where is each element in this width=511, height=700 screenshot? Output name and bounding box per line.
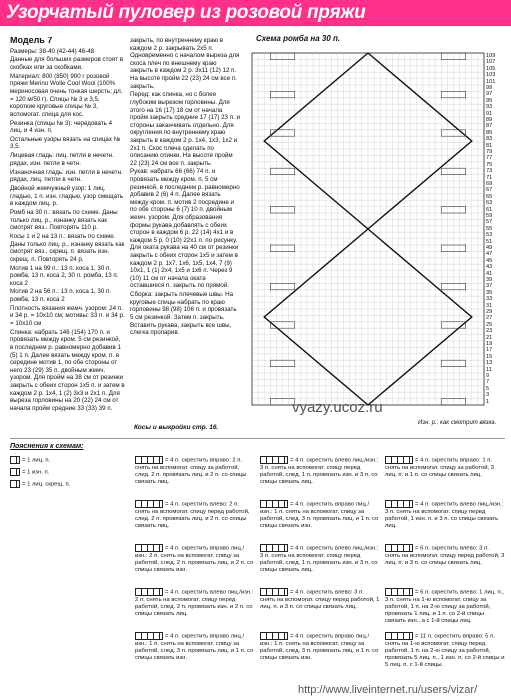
row-number: 101 [486, 78, 496, 85]
cables-text: Косы 1 и 2 на 13 п.: вязать по схеме. Даны только лиц. р., изнанку вязать как смотрят вяз., скрещ. п. вязать изн. скрещ. п. Повторять 24 р. [10, 232, 125, 263]
sleeve-text: Рукав: набрать 66 (66) 74 п. и провязать между кром. п. 5 см резинкой, в последнем р. равномерно добавив 2 (6) 4 п. Далее вязать между кром. п. мотив 2 посредине и по обе стороны 6 (7) 10 п. двойным жемч. узором. Для образования формы рукава добавлять с обеих сторон в каждом 6 р. 22 (14) 4х1 и в каждом 5 р. 0 (10) 22х1 п. по рисунку. Для оката рукава на 40 см от резинки закрыть с обеих сторон 1х5 и затем в каждом 2 р. 1х7, 1х6, 1х5, 1х4, 7 (9) 10х1, 1 (1) 2х4, 1х5 и 1х6 п. Через 9 (10) 11 см от начала оката оставшиеся п. закрыть по прямой. [130, 168, 240, 290]
legend-symbol-icon [260, 632, 288, 640]
legend-symbol-icon [385, 500, 413, 508]
legend-symbol-icon [135, 588, 163, 596]
legend-text: = 4 п. скрестить влево: 2 п. снять на вспомогат. спицу перед работой, след. 2 п. провязать лиц. и 2 п. со спицы связать лиц. [135, 501, 250, 530]
legend-text: = 11 п. скрестить вправо: 5 п. снять на 1-ю вспомогат. спицу перед работой, 1 п. на 2-ю спицу за работой, провязать 5 лиц. п., 1 изн. п. со 2-й спицы и 5 лиц. п. с 1-й спицы. [385, 633, 505, 669]
row-number: 97 [486, 91, 493, 98]
row-number: 91 [486, 110, 493, 117]
row-number: 35 [486, 289, 493, 296]
legend-item [135, 588, 255, 618]
stockinette-text: Лицевая гладь: лиц. петли в нечетн. рядах, изн. петли в четн. [10, 152, 114, 167]
legend-symbol-icon [10, 480, 20, 488]
legend-text: = 4 п. скрестить влево лиц./изн.: 2 п. снять на вспомогат. спицу перед работой, след. 2 п. провязать изн. и 2 п. со спицы связать лиц. [135, 589, 254, 618]
row-number: 53 [486, 232, 493, 239]
other-patterns-text: Остальные узоры вязать на спицах № 3,5. [10, 135, 121, 151]
row-number: 73 [486, 168, 493, 175]
row-number: 107 [486, 59, 496, 66]
row-number: 55 [486, 225, 493, 232]
row-number: 65 [486, 193, 493, 200]
legend-symbol-icon [385, 456, 413, 464]
divider [10, 438, 505, 439]
row-number: 61 [486, 206, 493, 213]
row-number: 57 [486, 219, 493, 226]
row-number: 45 [486, 257, 493, 264]
diamond-chart [248, 40, 488, 420]
legend-title: Пояснения к схемам: [10, 443, 84, 450]
legend-symbol-icon [135, 632, 163, 640]
row-number: 77 [486, 155, 493, 162]
legend-text: = 1 лиц. скрещ. п. [22, 481, 71, 488]
page-title: Узорчатый пуловер из розовой пряжи [6, 2, 366, 23]
legend-text: = 4 п. скрестить вправо: 1 п. снять на вспомогат. спицу за работой, 3 лиц. п. и 1 п. со спицы связать лиц. [385, 457, 495, 478]
ribbing-text: Резинка (спицы № 3): чередовать 4 лиц. и 4 изн. п. [10, 119, 113, 135]
row-number: 93 [486, 104, 493, 111]
legend-symbol-icon [135, 500, 163, 508]
legend-symbol-icon [260, 544, 288, 552]
row-number: 49 [486, 245, 493, 251]
row-number: 5 [486, 385, 490, 392]
assembly-text: Сборка: закрыть плечевые швы. На круговые спицы набрать по краю горловины 98 (98) 106 п. и провязать 5 см резинкой. Затем п. закрыть. Вставить рукава, закрыть все швы, слегка пропарив. [130, 291, 237, 337]
legend-symbol-icon [385, 588, 413, 596]
legend-text: = 4 п. скрестить вправо лиц./изн.: 1 п. снять на вспомогат. спицу за работой, след. 3 п. провязать лиц. и 1 п. со спицы связать изн. [260, 633, 379, 662]
row-number: 71 [486, 174, 493, 181]
legend-item [10, 480, 130, 489]
row-number: 95 [486, 97, 493, 104]
legend-symbol-icon [260, 500, 288, 508]
row-number: 21 [486, 334, 493, 341]
row-number: 81 [486, 142, 493, 149]
sizes-text: Размеры: 38-40 (42-44) 46-48 [10, 47, 95, 55]
legend-item [135, 632, 255, 662]
row-number: 37 [486, 283, 493, 290]
legend-text: = 4 п. скрестить вправо лиц./изн.: 1 п. снять на вспомогат. спицу за работой, след. 3 п. провязать лиц. и 1 п. со спицы связать изн. [260, 501, 379, 530]
row-number: 11 [486, 366, 492, 373]
row-number: 15 [486, 353, 493, 360]
legend-item [260, 544, 380, 574]
legend-text: = 4 п. скрестить вправо лиц./изн.: 1 п. снять на вспомогат. спицу за работой, след. 3 п. провязать лиц. и 1 п. со спицы связать изн. [135, 633, 254, 662]
row-number: 41 [486, 270, 493, 277]
legend-symbol-icon [135, 544, 163, 552]
back-text: Спинка: набрать 146 (154) 170 п. и провязать между кром. 5 см резинкой, в последнем р. равномерно добавив 1 (5) 1 п. Далее вязать между кром. п. в середине мотив 1, по обе стороны от него 23 (29) 35 п. двойным жемч. узором. Для пройм на 38 см от резинки закрыть с обеих сторон 1х5 п. и затем в каждом 2 р. 1х4, 1 (2) 3х3 и 2х1 п. Для выреза горловины на 20 (22) 24 см от начала пройм средние 33 (33) 39 п. [10, 328, 125, 412]
row-number: 7 [486, 379, 490, 386]
legend-symbol-icon [385, 632, 413, 640]
row-number: 75 [486, 161, 493, 168]
row-number: 51 [486, 238, 493, 245]
row-number: 85 [486, 129, 493, 136]
diamond-text: Ромб на 30 п.: вязать по схеме. Даны только лиц. р., изнанку вязать как смотрят вяз.. Повторять 110 р. [10, 208, 118, 232]
row-number: 83 [486, 136, 493, 143]
legend-text: = 4 п. скрестить влево лиц./изн.: 3 п. снять на вспомогат. спицу перед работой, след. 1 п. провязать изн. и 3 п. со спицы связать лиц. [260, 545, 379, 574]
legend-item [260, 500, 380, 530]
instructions-column-1 [10, 37, 125, 477]
row-number: 25 [486, 321, 493, 328]
legend-item [260, 632, 380, 662]
legend-text: = 6 п. скрестить влево: 1 лиц. п., 3 п. снять на 1-ю вспомогат. спицу за работой, 1 п. на 2-ю спицу за работой, провязать 1 лиц. и 1 п. со 2-й спицы связать изн., а с 1-й спицы лиц. [385, 589, 504, 625]
watermark-url: http://www.liveinternet.ru/users/vizar/ [298, 684, 478, 696]
legend-item [385, 456, 505, 479]
front-text: Перед: как спинка, но с более глубоким вырезом горловины. Для этого на 16 (17) 18 см от начала пройм закрыть средние 17 (17) 23 п. и стороны заканчивать отдельно. Для округления по внутреннему краю закрыть в каждом 2 р. 1х4, 1х3, 1х2 и 2х1 п. Скос плеча сделать по описанию спинки. На высоте пройм 22 (23) 24 см все п. закрыть. [130, 91, 240, 167]
row-number: 105 [486, 65, 496, 72]
cables-reference: Косы и выкройки стр. 16. [134, 424, 219, 431]
legend-symbol-icon [385, 544, 413, 552]
row-number: 9 [486, 373, 490, 379]
row-number: 79 [486, 149, 493, 155]
model-heading: Модель 7 [10, 37, 53, 45]
motif1-text: Мотив 1 на 99 п.: 13 п. коса 1, 30 п. ромба, 13 п. коса 2, 30 п. ромба, 13 п. коса 2 [10, 264, 119, 287]
row-number: 67 [486, 187, 493, 194]
row-number: 19 [486, 341, 493, 347]
row-number: 3 [486, 392, 490, 399]
legend-item [135, 544, 255, 574]
sizes-note: Данные для больших размеров стоят в скобках или за скобками. [10, 56, 124, 71]
motif2-text: Мотив 2 на 56 п.: 13 п. коса 1, 30 п. ромба, 13 п. коса 2 [10, 288, 112, 304]
legend-symbol-icon [260, 456, 288, 464]
row-number: 59 [486, 213, 493, 219]
row-number: 69 [486, 181, 493, 187]
chart-footnote: Изн. р.: как смотрит вязка. [418, 420, 497, 426]
legend-item [385, 588, 505, 626]
row-number: 43 [486, 264, 493, 271]
back-continued-text: закрыть, по внутреннему краю в каждом 2 р. закрывать 2х5 п. Одновременно с началом выреза для скоса плеч по внешнему краю закрыть в каждом 2 р. 3х11 (12) 12 п. На высоте пройм 22 (23) 24 см все п. закрыть. [130, 37, 240, 90]
legend-text: = 4 п. скрестить вправо: 2 п. снять на вспомогат. спицу за работой, след. 2 п. провязать лиц. и 2 п. со спицы связать лиц. [135, 457, 247, 486]
legend-symbol-icon [10, 468, 20, 476]
row-number: 13 [486, 360, 493, 367]
legend-item [260, 456, 380, 486]
legend-symbol-icon [260, 588, 288, 596]
legend-text: = 6 п. скрестить влево: 3 п. снять на вспомогат. спицу перед работой, 3 лиц. п. и 3 п. со спицы связать лиц. [385, 545, 505, 566]
legend-text: = 4 п. скрестить вправо лиц./изн.: 2 п. снять на вспомогат. спицу за работой, след. 2 п. провязать лиц. и 2 п. со спицы связать изн. [135, 545, 254, 574]
legend-text: = 1 лиц. п. [22, 457, 51, 464]
legend-item [260, 588, 380, 611]
legend-item [10, 468, 130, 477]
instructions-column-2 [130, 37, 240, 477]
row-number: 17 [486, 347, 493, 354]
row-number: 31 [486, 302, 493, 309]
chart-title: Схема ромба на 30 п. [256, 34, 341, 43]
legend-text: = 4 п. скрестить влево лиц./изн.: 3 п. снять на вспомогат. спицу перед работой, 1 изн. п. и 3 п. со спицы связать лиц. [385, 501, 504, 530]
gauge-text: Плотность вязания жемч. узором: 24 п. и 34 р. = 10х10 см; мотивы: 33 п. и 34 р. = 10х10 см [10, 304, 125, 328]
materials-text: Материал: 800 (850) 900 г розовой пряжи Merino Wolle Cool Wool (100% мериносовая очень тонкая шерсть; дл. = 120 м/50 г). Спицы № 3 и 3,5, короткие круговые спицы № 3, вспомогат. спица для кос. [10, 72, 123, 118]
legend-item [385, 500, 505, 530]
row-number: 109 [486, 53, 496, 59]
legend-area [10, 444, 510, 694]
legend-symbol-icon [10, 456, 20, 464]
legend-symbol-icon [135, 456, 163, 464]
row-number: 1 [486, 398, 490, 405]
row-number: 87 [486, 123, 493, 130]
row-number: 99 [486, 85, 493, 91]
row-number: 23 [486, 328, 493, 335]
row-number: 29 [486, 309, 493, 315]
legend-item [385, 544, 505, 567]
legend-item [10, 456, 130, 465]
legend-item [385, 632, 505, 670]
legend-item [135, 500, 255, 530]
watermark-site: vyazy.ucoz.ru [292, 399, 383, 416]
row-number: 33 [486, 296, 493, 303]
reverse-stockinette-text: Изнаночная гладь: изн. петли в нечетн. рядах, лиц. петли в четн. [10, 168, 123, 184]
row-number: 47 [486, 251, 493, 258]
row-number: 27 [486, 315, 493, 322]
double-seed-text: Двойной жемчужный узор: 1 лиц. гладью, 1 п. изн. гладью, узор смещать в каждом лиц. р. [10, 185, 123, 208]
legend-item [135, 456, 255, 486]
legend-text: = 4 п. скрестить влево: 3 п. снять на вспомогат. спицу перед работой, 1 лиц. п. и 3 п. со спицы связать лиц. [260, 589, 380, 610]
legend-text: = 1 изн. п. [22, 469, 50, 476]
row-number: 103 [486, 72, 496, 79]
row-number: 39 [486, 277, 493, 283]
row-number: 63 [486, 200, 493, 207]
row-number: 89 [486, 117, 493, 123]
legend-text: = 4 п. скрестить влево лиц./изн.: 3 п. снять на вспомогат. спицу перед работой, след. 1 п. провязать изн. и 3 п. со спицы связать лиц. [260, 457, 379, 486]
